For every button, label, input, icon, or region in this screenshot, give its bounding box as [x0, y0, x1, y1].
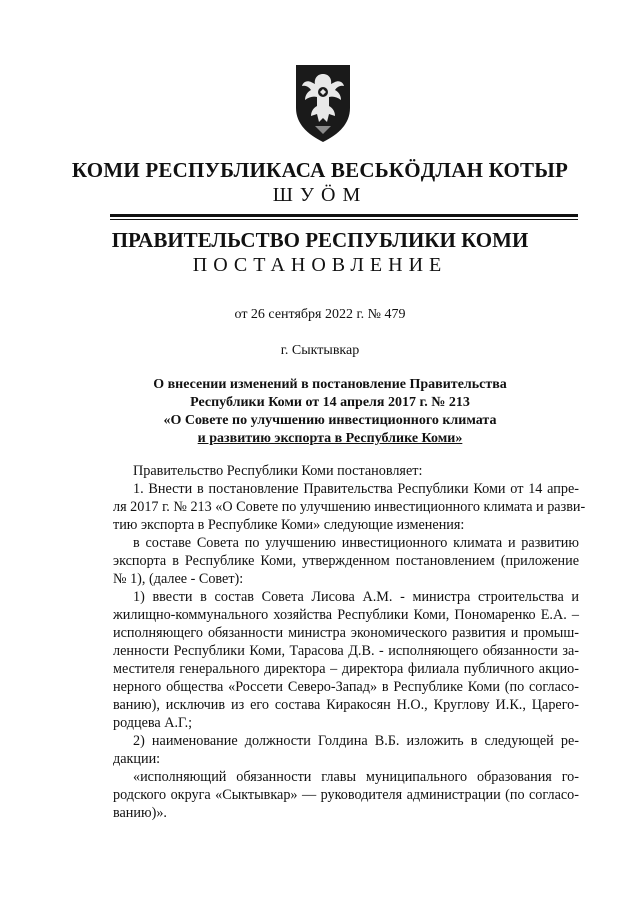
body-line: ванию)».: [113, 805, 167, 821]
komi-document-type: ШУӦМ: [272, 184, 368, 206]
body-line: 1. Внести в постановление Правительства Республики Коми от 14 апре-: [133, 481, 579, 497]
body-line: ванию), исключив из его состава Киракосян Н.О., Круглову И.К., Царего-: [113, 697, 579, 713]
komi-government-title: КОМИ РЕСПУБЛИКАСА ВЕСЬКӦДЛАН КОТЫР: [71, 158, 569, 182]
heading-line: «О Совете по улучшению инвестиционного климата: [163, 413, 497, 428]
komi-coat-of-arms-icon: [293, 62, 353, 144]
heading-line: Республики Коми от 14 апреля 2017 г. № 213: [190, 395, 470, 410]
document-date-number: от 26 сентября 2022 г. № 479: [234, 307, 406, 322]
body-line: № 1), (далее - Совет):: [113, 571, 244, 587]
body-paragraph: Правительство Республики Коми постановляет:: [133, 463, 423, 479]
body-line: дакции:: [113, 751, 161, 767]
body-line: 2) наименование должности Голдина В.Б. изложить в следующей ре-: [133, 733, 579, 749]
body-line: тию экспорта в Республике Коми» следующие изменения:: [113, 517, 465, 533]
header-divider-thin: [110, 219, 578, 220]
body-line: 1) ввести в состав Совета Лисова А.М. - министра строительства и: [133, 589, 579, 605]
body-line: в составе Совета по улучшению инвестиционного климата и развитию: [133, 535, 579, 551]
body-line: местителя генерального директора – директора филиала публичного акцио-: [113, 661, 579, 677]
body-line: жилищно-коммунального хозяйства Республики Коми, Пономаренко Е.А. –: [113, 607, 579, 623]
body-line: ля 2017 г. № 213 «О Совете по улучшению инвестиционного климата и разви-: [113, 499, 586, 515]
header-divider-thick: [110, 214, 578, 217]
body-line: ленности Республики Коми, Тарасова Д.В. - исполняющего обязанности за-: [113, 643, 579, 659]
heading-line: О внесении изменений в постановление Правительства: [153, 377, 507, 392]
document-heading: [120, 376, 540, 448]
government-title: ПРАВИТЕЛЬСТВО РЕСПУБЛИКИ КОМИ: [111, 228, 529, 252]
body-line: родского округа «Сыктывкар» — руководителя администрации (по согласо-: [113, 787, 579, 803]
document-city: г. Сыктывкар: [280, 343, 360, 358]
document-type: ПОСТАНОВЛЕНИЕ: [192, 254, 448, 276]
document-body: [113, 462, 586, 822]
body-line: «исполняющий обязанности главы муниципального образования го-: [133, 769, 579, 785]
body-line: исполняющего обязанности министра экономического развития и промыш-: [113, 625, 579, 641]
heading-line: и развитию экспорта в Республике Коми»: [197, 431, 463, 446]
body-line: нерного общества «Россети Северо-Запад» в Республике Коми (по согласо-: [113, 679, 579, 695]
body-line: родцева А.Г.;: [113, 715, 193, 731]
body-line: экспорта в Республике Коми, утвержденном постановлением (приложение: [113, 553, 579, 569]
